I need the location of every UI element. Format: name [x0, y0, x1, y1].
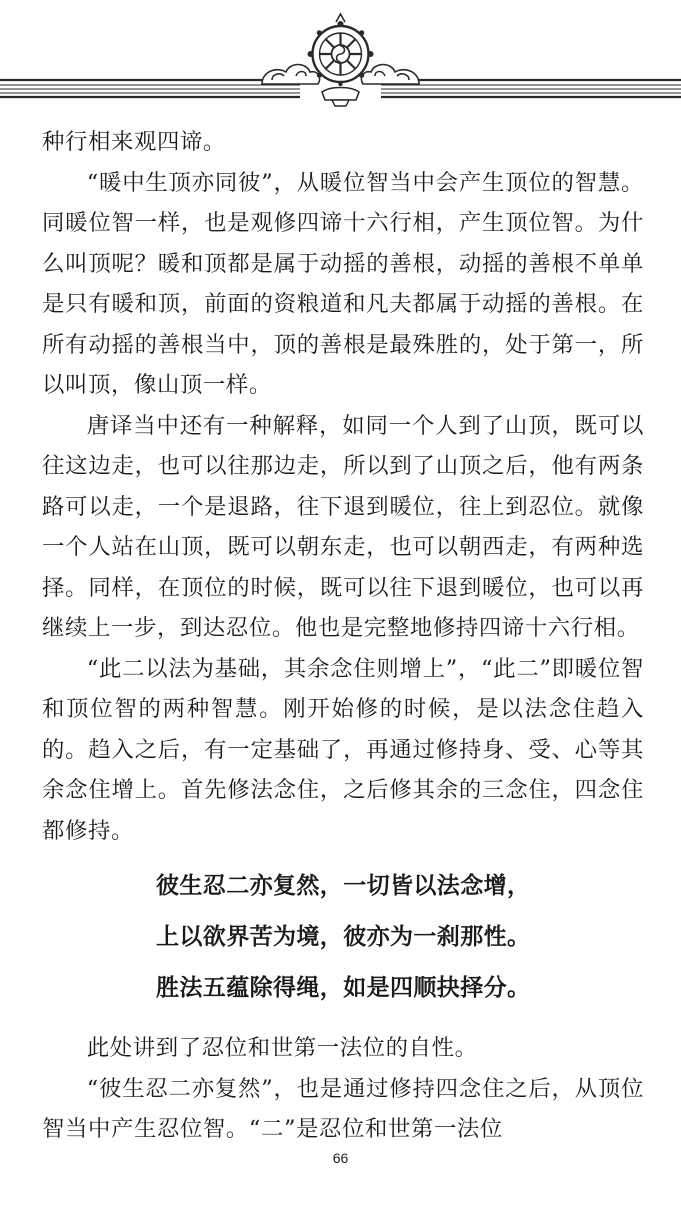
verse-line: 彼生忍二亦复然，一切皆以法念增， — [156, 873, 531, 899]
verse-line: 胜法五蕴除得绳，如是四顺抉择分。 — [156, 975, 531, 1001]
dharma-wheel-icon — [308, 14, 374, 106]
page-number: 66 — [332, 1150, 349, 1166]
paragraph: “此二以法为基础，其余念住则增上”，“此二”即暖位智和顶位智的两种智慧。刚开始修的时候，是以法念住趋入的。趋入之后，有一定基础了，再通过修持身、受、心等其余念住增上。首先修法念住，之后修其余的三念住，四念住都修持。 — [42, 655, 644, 844]
paragraph: “暖中生顶亦同彼”，从暖位智当中会产生顶位的智慧。同暖位智一样，也是观修四谛十六行相，产生顶位智。为什么叫顶呢？暖和顶都是属于动摇的善根，动摇的善根不单单是只有暖和顶，前面的资粮道和凡夫都属于动摇的善根。在所有动摇的善根当中，顶的善根是最殊胜的，处于第一，所以叫顶，像山顶一样。 — [42, 169, 644, 398]
paragraph: 唐译当中还有一种解释，如同一个人到了山顶，既可以往这边走，也可以往那边走，所以到了山顶之后，他有两条路可以走，一个是退路，往下退到暖位，往上到忍位。就像一个人站在山顶，既可以朝东走，也可以朝西走，有两种选择。同样，在顶位的时候，既可以往下退到暖位，也可以再继续上一步，到达忍位。他也是完整地修持四谛十六行相。 — [42, 412, 644, 641]
paragraph: 种行相来观四谛。 — [42, 129, 226, 155]
page-body — [42, 122, 644, 1150]
cloud-scroll-left-icon — [262, 65, 320, 85]
verse-line: 上以欲界苦为境，彼亦为一刹那性。 — [156, 924, 531, 950]
verse-block — [42, 861, 644, 1014]
cloud-scroll-right-icon — [361, 65, 419, 85]
paragraph: “彼生忍二亦复然”，也是通过修持四念住之后，从顶位智当中产生忍位智。“二”是忍位和世第一法位 — [42, 1075, 644, 1142]
paragraph: 此处讲到了忍位和世第一法位的自性。 — [86, 1035, 478, 1061]
header-ornament — [0, 0, 681, 110]
